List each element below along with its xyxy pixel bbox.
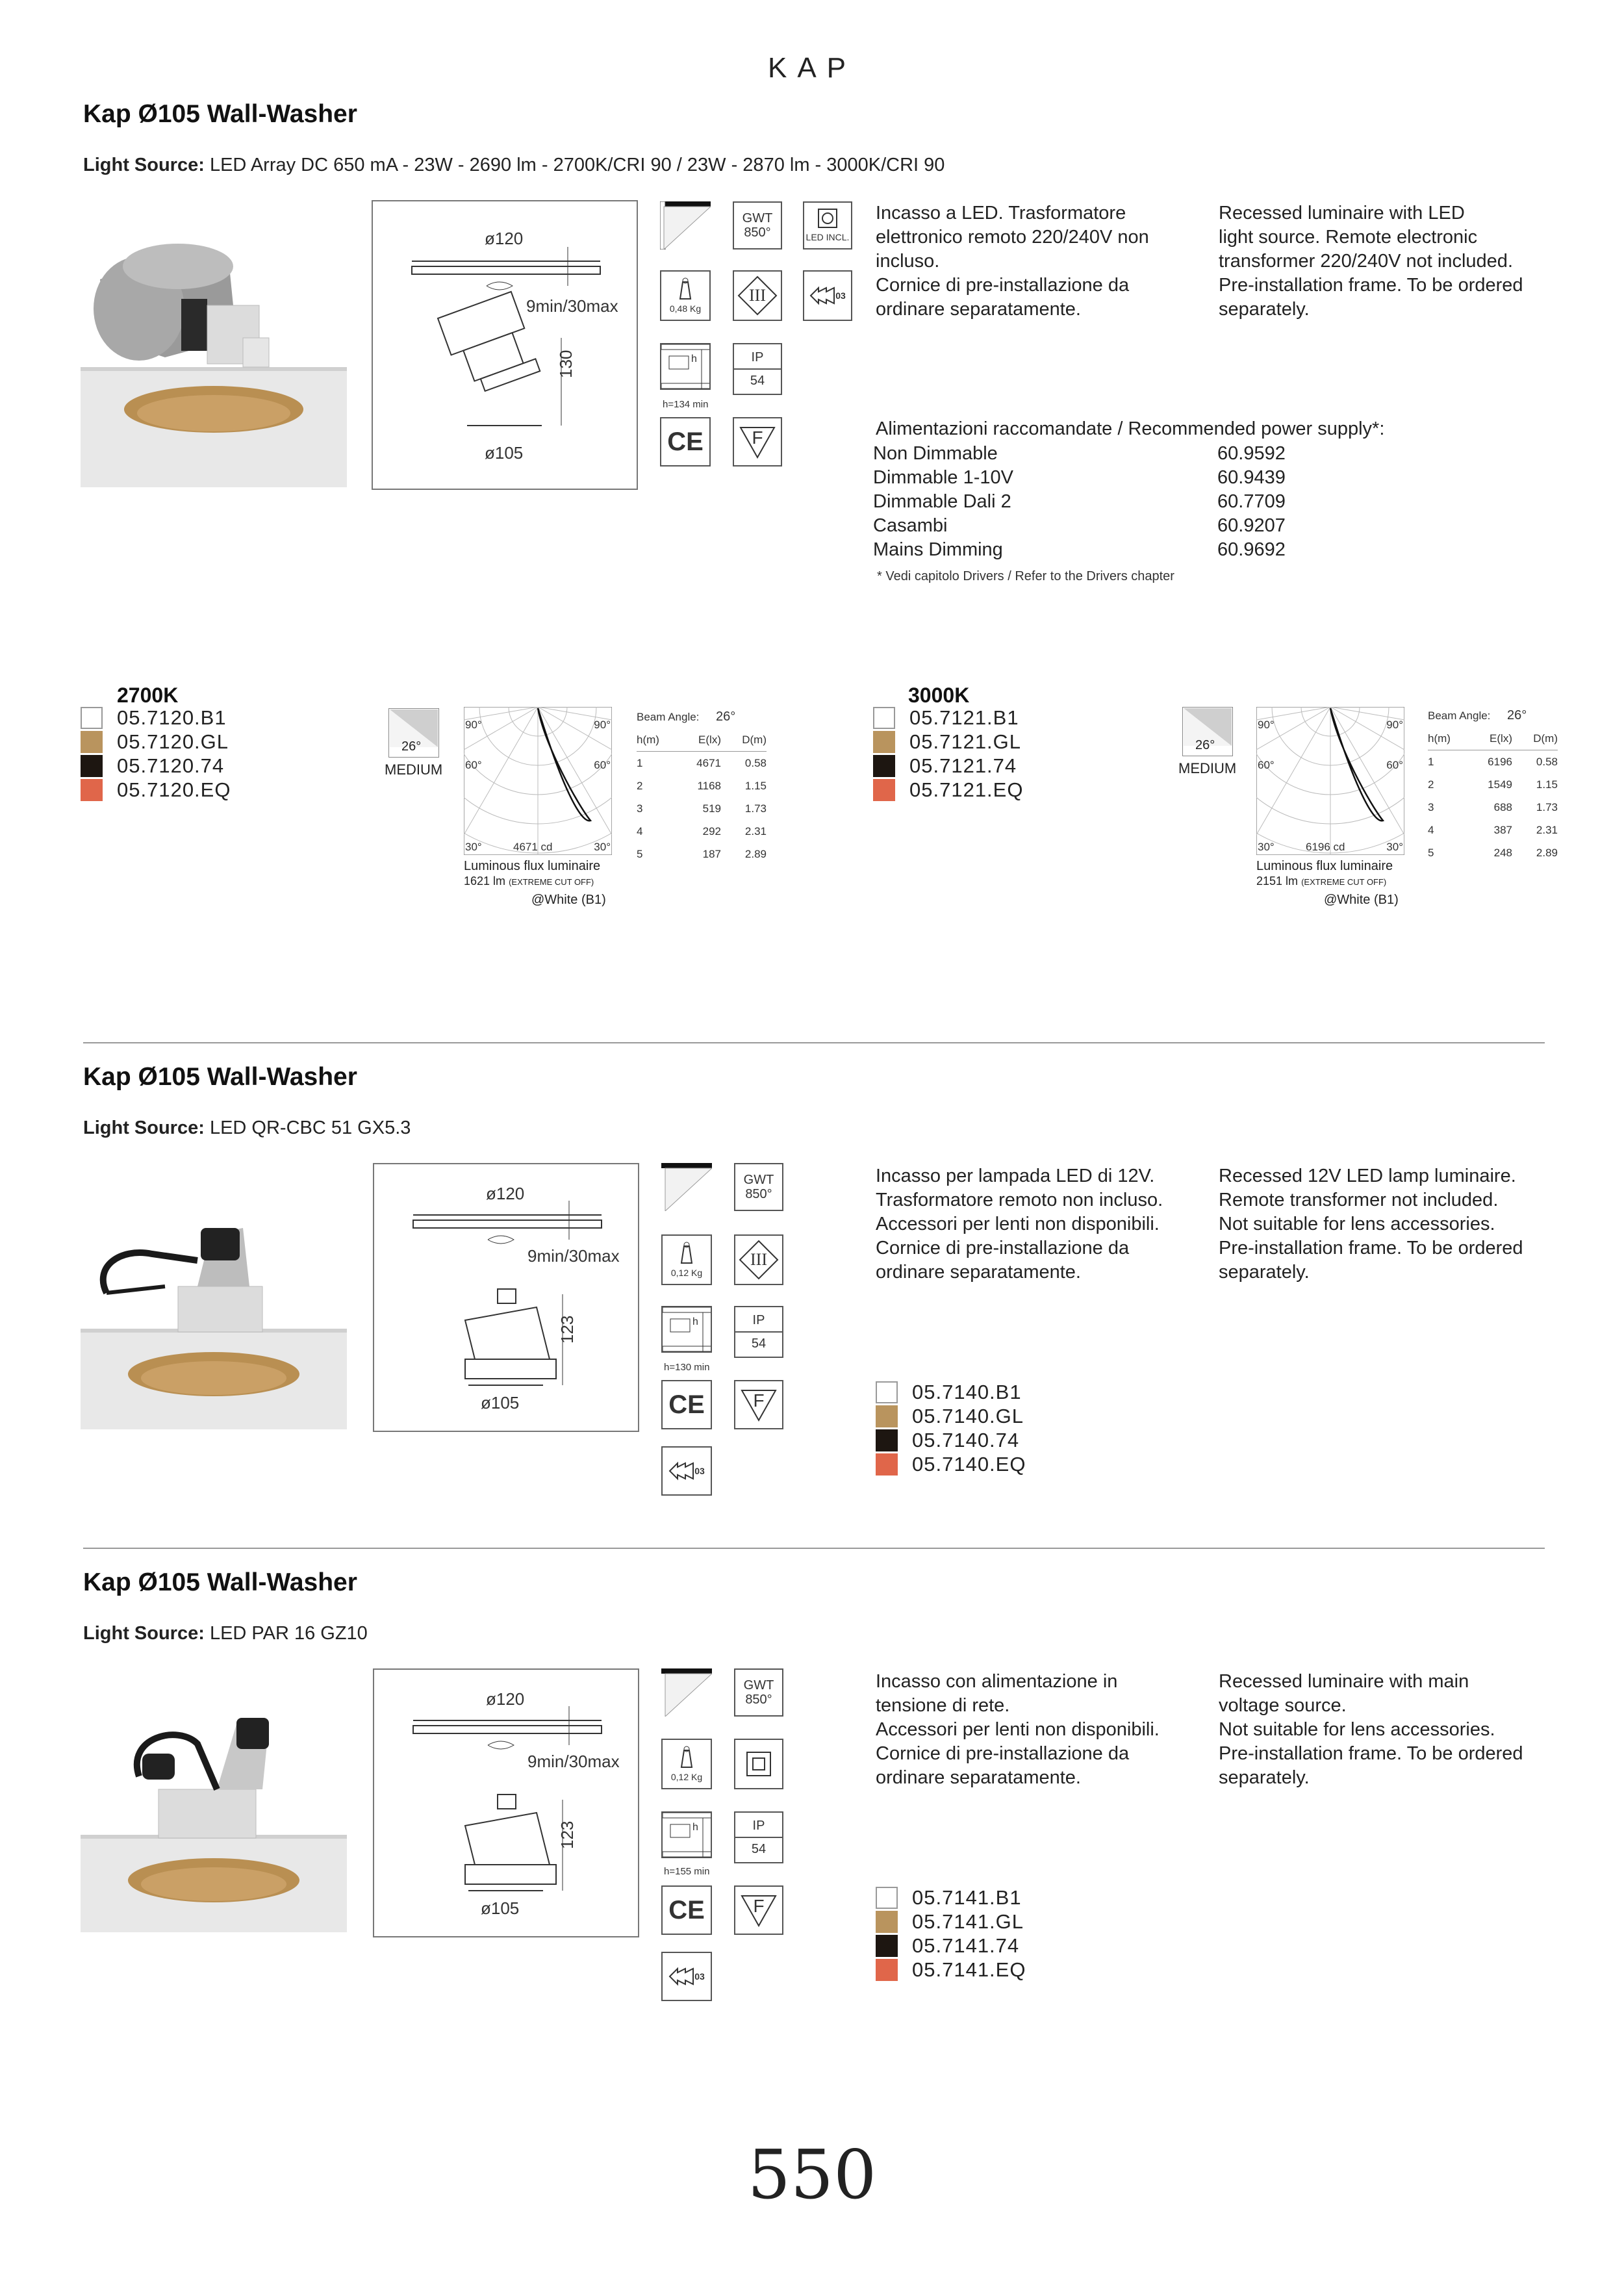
polar-90-left: 90° [465, 719, 482, 731]
desc-it-line: Cornice di pre-installazione da [876, 1743, 1130, 1764]
code-row [876, 1910, 1026, 1934]
desc-it-line: ordinare separatamente. [876, 1262, 1081, 1283]
f-mark-icon [734, 1380, 783, 1429]
cell: 2 [1428, 778, 1434, 791]
ip-label: IP [752, 1819, 765, 1833]
beam-label: Beam Angle: [1428, 709, 1491, 722]
power-supply-list [873, 442, 1286, 562]
swatch-black [873, 755, 895, 777]
desc-en-line: Pre-installation frame. To be ordered [1219, 275, 1523, 296]
dim-height: 130 [556, 350, 576, 378]
description-italian [876, 1670, 1160, 1790]
power-supply-note: * Vedi capitolo Drivers / Refer to the Drivers chapter [877, 569, 1174, 583]
section-1-title: Kap Ø105 Wall-Washer [83, 100, 357, 128]
code-text: 05.7121.EQ [909, 778, 1024, 801]
desc-en-line: light source. Remote electronic [1219, 227, 1478, 248]
weight-label: 0,12 Kg [670, 1268, 703, 1278]
cell: 1 [637, 756, 643, 769]
section-2-title: Kap Ø105 Wall-Washer [83, 1063, 357, 1091]
dim-top: ø120 [485, 229, 524, 248]
desc-it-line: Cornice di pre-installazione da [876, 1238, 1130, 1258]
table-row [1428, 773, 1558, 796]
desc-it-line: Accessori per lenti non disponibili. [876, 1214, 1160, 1234]
table-row [1428, 819, 1558, 841]
cell: 187 [702, 847, 721, 860]
light-source-value: LED Array DC 650 mA - 23W - 2690 lm - 2700K/CRI 90 / 23W - 2870 lm - 3000K/CRI 90 [209, 155, 945, 175]
ip-value: 54 [735, 1331, 782, 1351]
ce-icon: CE [661, 1380, 712, 1429]
desc-en-line: Not suitable for lens accessories. [1219, 1214, 1495, 1234]
cell: 2 [637, 779, 643, 792]
code-text: 05.7140.GL [912, 1404, 1024, 1427]
finish-note: @White (B1) [1324, 893, 1399, 907]
code-list [876, 1885, 1026, 1982]
polar-diagram [464, 707, 612, 855]
f-label: F [753, 1390, 765, 1411]
weight-icon [661, 1234, 712, 1285]
ps-code: 60.9692 [1217, 539, 1286, 560]
temp-3000k: 3000K [908, 683, 970, 707]
ip-icon [734, 1306, 783, 1358]
code-text: 05.7141.GL [912, 1910, 1024, 1933]
ce-icon: CE [660, 417, 711, 466]
ps-code: 60.9207 [1217, 515, 1286, 536]
beam-label: Beam Angle: [637, 710, 700, 723]
section-3-light-source [83, 1623, 368, 1644]
dim-depth: 9min/30max [526, 296, 618, 316]
polar-peak: 6196 cd [1306, 841, 1345, 853]
cell: 5 [1428, 846, 1434, 859]
ip-label: IP [751, 350, 764, 364]
cell: 5 [637, 847, 643, 860]
light-source-value: LED PAR 16 GZ10 [209, 1623, 368, 1644]
swatch-gold [876, 1911, 898, 1933]
code-text: 05.7140.74 [912, 1428, 1020, 1451]
weight-label: 0,12 Kg [670, 1772, 703, 1782]
swatch-white [876, 1887, 898, 1909]
energy-label: 03 [835, 290, 846, 301]
desc-en-line: separately. [1219, 1767, 1310, 1788]
table-header-row [1428, 704, 1558, 727]
flux-note: (EXTREME CUT OFF) [1301, 877, 1387, 887]
code-row [81, 778, 231, 802]
power-supply-row [873, 442, 1286, 466]
class-iii-icon [734, 1234, 783, 1285]
desc-it-line: Incasso per lampada LED di 12V. [876, 1166, 1155, 1186]
table-row [637, 797, 767, 820]
flux-value: 2151 lm [1256, 875, 1299, 888]
code-text: 05.7120.GL [117, 730, 229, 753]
description-english [1219, 201, 1523, 322]
code-row [876, 1452, 1026, 1476]
desc-en-line: Pre-installation frame. To be ordered [1219, 1743, 1523, 1764]
swatch-gold [876, 1405, 898, 1427]
beam-wall-icon [660, 201, 711, 249]
desc-it-line: ordinare separatamente. [876, 1767, 1081, 1788]
col-e: E(lx) [698, 733, 721, 746]
code-text: 05.7120.B1 [117, 706, 227, 729]
col-d: D(m) [1533, 732, 1558, 745]
ip-icon [733, 343, 782, 395]
description-italian [876, 201, 1149, 322]
polar-60-right: 60° [594, 759, 611, 771]
class-iii-icon [733, 270, 782, 321]
dim-top: ø120 [486, 1184, 525, 1203]
energy-label: 03 [694, 1466, 705, 1476]
code-text: 05.7140.B1 [912, 1380, 1022, 1403]
table-row [637, 843, 767, 865]
desc-it-line: Incasso con alimentazione in [876, 1671, 1118, 1692]
polar-diagram [1256, 707, 1404, 855]
table-columns [637, 728, 767, 752]
gwt-temp: 850° [745, 1187, 772, 1201]
class-label: III [749, 286, 766, 305]
gwt-label: GWT [742, 211, 773, 225]
gwt-icon [734, 1668, 783, 1717]
light-source-label: Light Source: [83, 155, 205, 175]
cell: 1549 [1488, 778, 1512, 791]
cell: 1.15 [744, 779, 767, 792]
led-incl-icon [803, 201, 852, 249]
swatch-black [81, 755, 103, 777]
desc-en-line: voltage source. [1219, 1695, 1347, 1716]
code-row [81, 730, 231, 754]
power-supply-row [873, 514, 1286, 538]
dim-height: 123 [557, 1315, 577, 1344]
flux-value-line [464, 875, 594, 888]
cell: 1.73 [744, 802, 767, 815]
polar-peak: 4671 cd [513, 841, 553, 853]
beam-wall-icon [661, 1668, 712, 1717]
polar-90-right: 90° [594, 719, 611, 731]
polar-60-left: 60° [465, 759, 482, 771]
beam-angle-value: 26° [401, 739, 422, 754]
code-row [876, 1958, 1026, 1982]
cell: 1.73 [1536, 800, 1558, 813]
ps-name: Non Dimmable [873, 443, 998, 464]
table-row [1428, 750, 1558, 773]
code-text: 05.7141.74 [912, 1934, 1020, 1957]
desc-it-line: incluso. [876, 251, 940, 272]
desc-en-line: Pre-installation frame. To be ordered [1219, 1238, 1523, 1258]
flux-note: (EXTREME CUT OFF) [509, 877, 594, 887]
table-row [637, 752, 767, 774]
page-number: 550 [747, 2135, 877, 2214]
polar-90-left: 90° [1258, 719, 1275, 731]
weight-icon [660, 270, 711, 321]
polar-30-right: 30° [594, 841, 611, 853]
light-source-label: Light Source: [83, 1623, 205, 1644]
code-text: 05.7121.B1 [909, 706, 1019, 729]
code-row [876, 1428, 1026, 1452]
class-label: III [750, 1250, 767, 1269]
energy-icon [661, 1952, 712, 2001]
swatch-gold [81, 731, 103, 753]
code-text: 05.7141.EQ [912, 1958, 1026, 1981]
gwt-label: GWT [743, 1173, 774, 1187]
swatch-orange [876, 1959, 898, 1981]
desc-en-line: Recessed luminaire with LED [1219, 203, 1465, 224]
cell: 6196 [1488, 755, 1512, 768]
cell: 0.58 [1536, 755, 1558, 768]
installation-height-icon [661, 1306, 712, 1353]
desc-en-line: transformer 220/240V not included. [1219, 251, 1513, 272]
f-mark-icon [734, 1885, 783, 1935]
cell: 292 [702, 824, 721, 837]
product-photo [81, 1698, 347, 1932]
desc-en-line: separately. [1219, 299, 1310, 320]
cell: 248 [1493, 846, 1512, 859]
power-supply-row [873, 538, 1286, 562]
desc-it-line: tensione di rete. [876, 1695, 1010, 1716]
description-english [1219, 1670, 1523, 1790]
brand-title: KAP [767, 52, 857, 84]
code-text: 05.7121.GL [909, 730, 1022, 753]
cell: 519 [702, 802, 721, 815]
table-row [637, 820, 767, 843]
swatch-orange [81, 779, 103, 801]
dim-height: 123 [557, 1820, 577, 1849]
code-list-2700k [81, 706, 231, 802]
f-label: F [752, 428, 763, 448]
h-label: h [691, 353, 697, 364]
section-divider [83, 1548, 1545, 1549]
code-row [873, 730, 1023, 754]
beam-class: MEDIUM [385, 761, 443, 778]
cell: 1.15 [1536, 778, 1558, 791]
desc-it-line: Cornice di pre-installazione da [876, 275, 1130, 296]
ce-icon: CE [661, 1885, 712, 1935]
flux-label: Luminous flux luminaire [464, 859, 601, 873]
h-min-label: h=130 min [664, 1362, 710, 1373]
desc-it-line: Incasso a LED. Trasformatore [876, 203, 1126, 224]
gwt-label: GWT [743, 1678, 774, 1693]
cell: 2.31 [744, 824, 767, 837]
swatch-orange [873, 779, 895, 801]
col-d: D(m) [742, 733, 767, 746]
desc-en-line: separately. [1219, 1262, 1310, 1283]
desc-it-line: Accessori per lenti non disponibili. [876, 1719, 1160, 1740]
description-english [1219, 1164, 1523, 1284]
beam-angle-value: 26° [1195, 738, 1215, 752]
h-min-label: h=155 min [664, 1866, 710, 1877]
desc-en-line: Recessed 12V LED lamp luminaire. [1219, 1166, 1516, 1186]
col-h: h(m) [637, 733, 659, 746]
code-row [873, 706, 1023, 730]
desc-en-line: Not suitable for lens accessories. [1219, 1719, 1495, 1740]
section-3-title: Kap Ø105 Wall-Washer [83, 1568, 357, 1596]
energy-label: 03 [694, 1971, 705, 1982]
cell: 1168 [697, 779, 721, 792]
swatch-orange [876, 1453, 898, 1476]
power-supply-row [873, 490, 1286, 514]
beam-angle: 26° [716, 709, 736, 724]
cell: 2.31 [1536, 823, 1558, 836]
product-photo [81, 1195, 347, 1429]
cell: 4671 [696, 756, 721, 769]
dim-bottom: ø105 [485, 443, 524, 463]
dim-depth: 9min/30max [527, 1246, 620, 1266]
beam-class: MEDIUM [1178, 760, 1237, 776]
weight-label: 0,48 Kg [669, 303, 702, 314]
flux-label: Luminous flux luminaire [1256, 859, 1393, 873]
col-h: h(m) [1428, 732, 1451, 745]
power-supply-title: Alimentazioni raccomandate / Recommended power supply*: [876, 418, 1385, 439]
swatch-gold [873, 731, 895, 753]
ps-name: Dimmable 1-10V [873, 467, 1013, 488]
code-text: 05.7140.EQ [912, 1452, 1026, 1476]
energy-icon [803, 270, 852, 321]
gwt-temp: 850° [744, 225, 771, 240]
dim-top: ø120 [486, 1689, 525, 1709]
desc-it-line: Trasformatore remoto non incluso. [876, 1190, 1163, 1210]
cell: 4 [637, 824, 643, 837]
ps-name: Casambi [873, 515, 948, 536]
polar-60-right: 60° [1386, 759, 1403, 771]
ip-icon [734, 1811, 783, 1863]
code-row [876, 1934, 1026, 1958]
desc-it-line: elettronico remoto 220/240V non [876, 227, 1149, 248]
finish-note: @White (B1) [531, 893, 606, 907]
ps-code: 60.7709 [1217, 491, 1286, 512]
code-text: 05.7141.B1 [912, 1885, 1022, 1909]
technical-drawing [373, 1668, 639, 1937]
polar-60-left: 60° [1258, 759, 1275, 771]
cell: 3 [1428, 800, 1434, 813]
code-row [873, 754, 1023, 778]
swatch-white [81, 707, 103, 729]
table-row [1428, 841, 1558, 864]
ps-name: Dimmable Dali 2 [873, 491, 1011, 512]
swatch-black [876, 1935, 898, 1957]
section-2-light-source [83, 1118, 411, 1139]
swatch-black [876, 1429, 898, 1451]
section-1-light-source [83, 155, 945, 176]
installation-height-icon [660, 343, 711, 390]
ip-label: IP [752, 1313, 765, 1327]
description-italian [876, 1164, 1163, 1284]
light-source-value: LED QR-CBC 51 GX5.3 [209, 1118, 411, 1138]
cell: 4 [1428, 823, 1434, 836]
beam-wall-icon [661, 1163, 712, 1211]
light-source-label: Light Source: [83, 1118, 205, 1138]
flux-value-line [1256, 875, 1386, 888]
table-row [637, 774, 767, 797]
h-min-label: h=134 min [663, 399, 709, 410]
gwt-icon [733, 201, 782, 249]
swatch-white [876, 1381, 898, 1403]
code-text: 05.7121.74 [909, 754, 1017, 777]
section-divider [83, 1042, 1545, 1043]
code-row [876, 1380, 1026, 1404]
gwt-icon [734, 1163, 783, 1211]
beam-angle: 26° [1507, 708, 1527, 722]
cell: 387 [1493, 823, 1512, 836]
cell: 688 [1493, 800, 1512, 813]
weight-icon [661, 1739, 712, 1789]
dim-bottom: ø105 [481, 1898, 520, 1918]
code-list [876, 1380, 1026, 1476]
energy-icon [661, 1446, 712, 1496]
ip-value: 54 [735, 1837, 782, 1856]
code-row [873, 778, 1023, 802]
ip-value: 54 [734, 368, 781, 388]
technical-drawing [373, 1163, 639, 1432]
col-e: E(lx) [1490, 732, 1512, 745]
code-row [876, 1404, 1026, 1428]
ps-name: Mains Dimming [873, 539, 1003, 560]
code-text: 05.7120.74 [117, 754, 225, 777]
f-label: F [753, 1896, 765, 1916]
table-header-row [637, 706, 767, 728]
technical-drawing [372, 200, 638, 490]
ps-code: 60.9592 [1217, 443, 1286, 464]
desc-it-line: ordinare separatamente. [876, 299, 1081, 320]
code-row [81, 706, 231, 730]
code-row [81, 754, 231, 778]
table-columns [1428, 727, 1558, 750]
illuminance-table [637, 706, 767, 865]
h-label: h [692, 1822, 698, 1833]
dim-bottom: ø105 [481, 1393, 520, 1412]
h-label: h [692, 1316, 698, 1327]
dim-depth: 9min/30max [527, 1752, 620, 1771]
desc-en-line: Remote transformer not included. [1219, 1190, 1499, 1210]
cell: 1 [1428, 755, 1434, 768]
polar-90-right: 90° [1386, 719, 1403, 731]
code-text: 05.7120.EQ [117, 778, 231, 801]
polar-30-right: 30° [1386, 841, 1403, 853]
gwt-temp: 850° [745, 1693, 772, 1707]
code-row [876, 1885, 1026, 1910]
f-mark-icon [733, 417, 782, 466]
code-list-3000k [873, 706, 1023, 802]
swatch-white [873, 707, 895, 729]
product-photo [81, 227, 347, 487]
cell: 2.89 [1536, 846, 1558, 859]
ps-code: 60.9439 [1217, 467, 1286, 488]
desc-en-line: Recessed luminaire with main [1219, 1671, 1469, 1692]
cell: 3 [637, 802, 643, 815]
table-row [1428, 796, 1558, 819]
polar-30-left: 30° [1258, 841, 1275, 853]
cell: 2.89 [744, 847, 767, 860]
temp-2700k: 2700K [117, 683, 179, 707]
led-incl-label: LED INCL. [806, 232, 850, 242]
flux-value: 1621 lm [464, 875, 506, 888]
installation-height-icon [661, 1811, 712, 1858]
cell: 0.58 [744, 756, 767, 769]
class-ii-icon [734, 1739, 783, 1789]
illuminance-table [1428, 704, 1558, 864]
power-supply-row [873, 466, 1286, 490]
polar-30-left: 30° [465, 841, 482, 853]
